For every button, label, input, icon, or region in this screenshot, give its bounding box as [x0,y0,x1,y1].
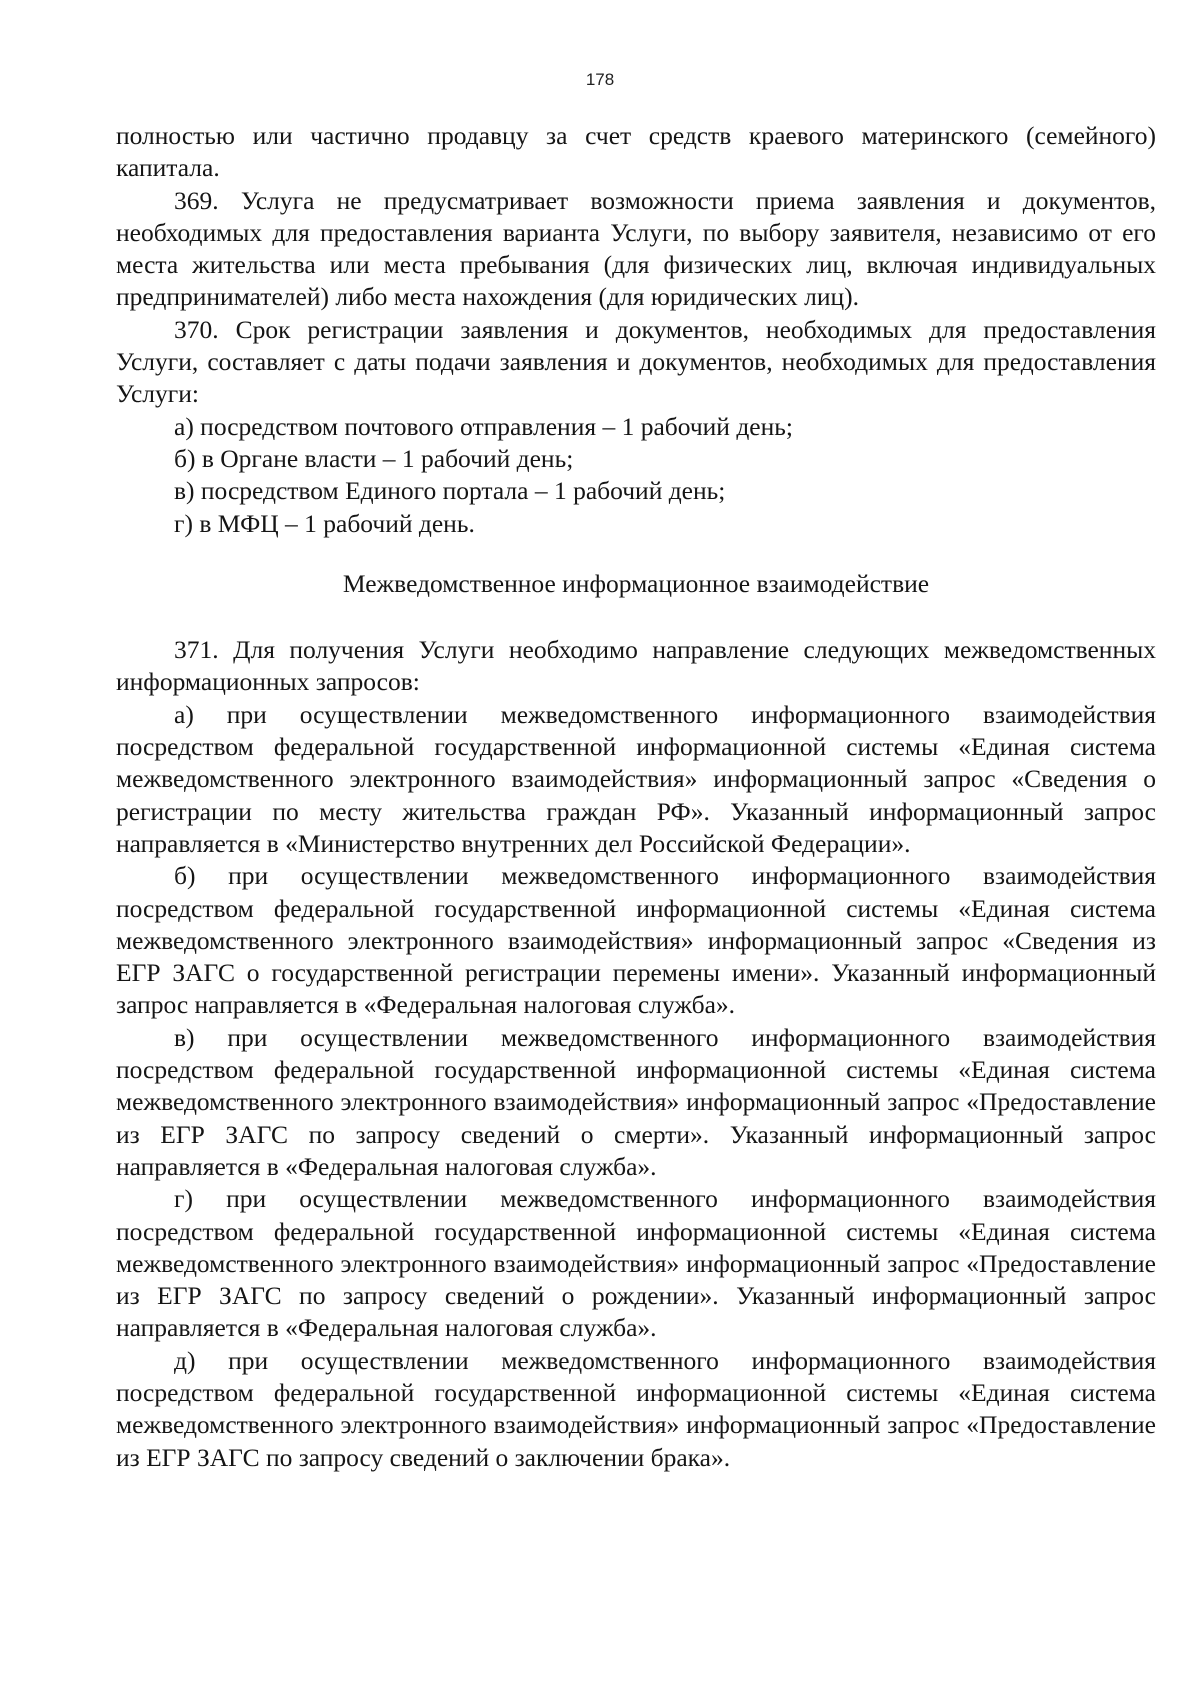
list-item-370-d: г) в МФЦ – 1 рабочий день. [174,508,475,538]
document-body [116,120,1156,1474]
list-item-370-a: а) посредством почтового отправления – 1 рабочий день; [174,411,793,441]
list-item-371-a: а) при осуществлении межведомственного информационного взаимодействия посредством федеральной государственной информационной системы «Единая система межведомственного электронного взаимодействия» информационный запрос «Сведения о регистрации по месту жительства граждан РФ». Указанный информационный запрос направляется в «Министерство внутренних дел Российской Федерации». [116,699,1156,858]
list-item-371-e: д) при осуществлении межведомственного информационного взаимодействия посредством федеральной государственной информационной системы «Единая система межведомственного электронного взаимодействия» информационный запрос «Предоставление из ЕГР ЗАГС по запросу сведений о заключении брака». [116,1345,1156,1472]
list-item-370-c: в) посредством Единого портала – 1 рабочий день; [174,476,726,506]
paragraph-371: 371. Для получения Услуги необходимо направление следующих межведомственных информационных запросов: [116,635,1156,697]
list-item-371-d: г) при осуществлении межведомственного информационного взаимодействия посредством федеральной государственной информационной системы «Единая система межведомственного электронного взаимодействия» информационный запрос «Предоставление из ЕГР ЗАГС по запросу сведений о рождении». Указанный информационный запрос направляется в «Федеральная налоговая служба». [116,1184,1156,1343]
list-item-370-b: б) в Органе власти – 1 рабочий день; [174,443,574,473]
page-number: 178 [585,70,615,89]
section-heading: Межведомственное информационное взаимодействие [342,568,930,598]
list-item-371-c: в) при осуществлении межведомственного информационного взаимодействия посредством федеральной государственной информационной системы «Единая система межведомственного электронного взаимодействия» информационный запрос «Предоставление из ЕГР ЗАГС по запросу сведений о смерти». Указанный информационный запрос направляется в «Федеральная налоговая служба». [116,1022,1156,1181]
list-item-371-b: б) при осуществлении межведомственного информационного взаимодействия посредством федеральной государственной информационной системы «Единая система межведомственного электронного взаимодействия» информационный запрос «Сведения из ЕГР ЗАГС о государственной регистрации перемены имени». Указанный информационный запрос направляется в «Федеральная налоговая служба». [116,861,1156,1020]
paragraph-continuation: полностью или частично продавцу за счет средств краевого материнского (семейного) капитала. [116,121,1156,183]
paragraph-369: 369. Услуга не предусматривает возможности приема заявления и документов, необходимых для предоставления варианта Услуги, по выбору заявителя, независимо от его места жительства или места пребывания (для физических лиц, включая индивидуальных предпринимателей) либо места нахождения (для юридических лиц). [116,185,1156,312]
paragraph-370: 370. Срок регистрации заявления и документов, необходимых для предоставления Услуги, составляет с даты подачи заявления и документов, необходимых для предоставления Услуги: [116,314,1156,409]
